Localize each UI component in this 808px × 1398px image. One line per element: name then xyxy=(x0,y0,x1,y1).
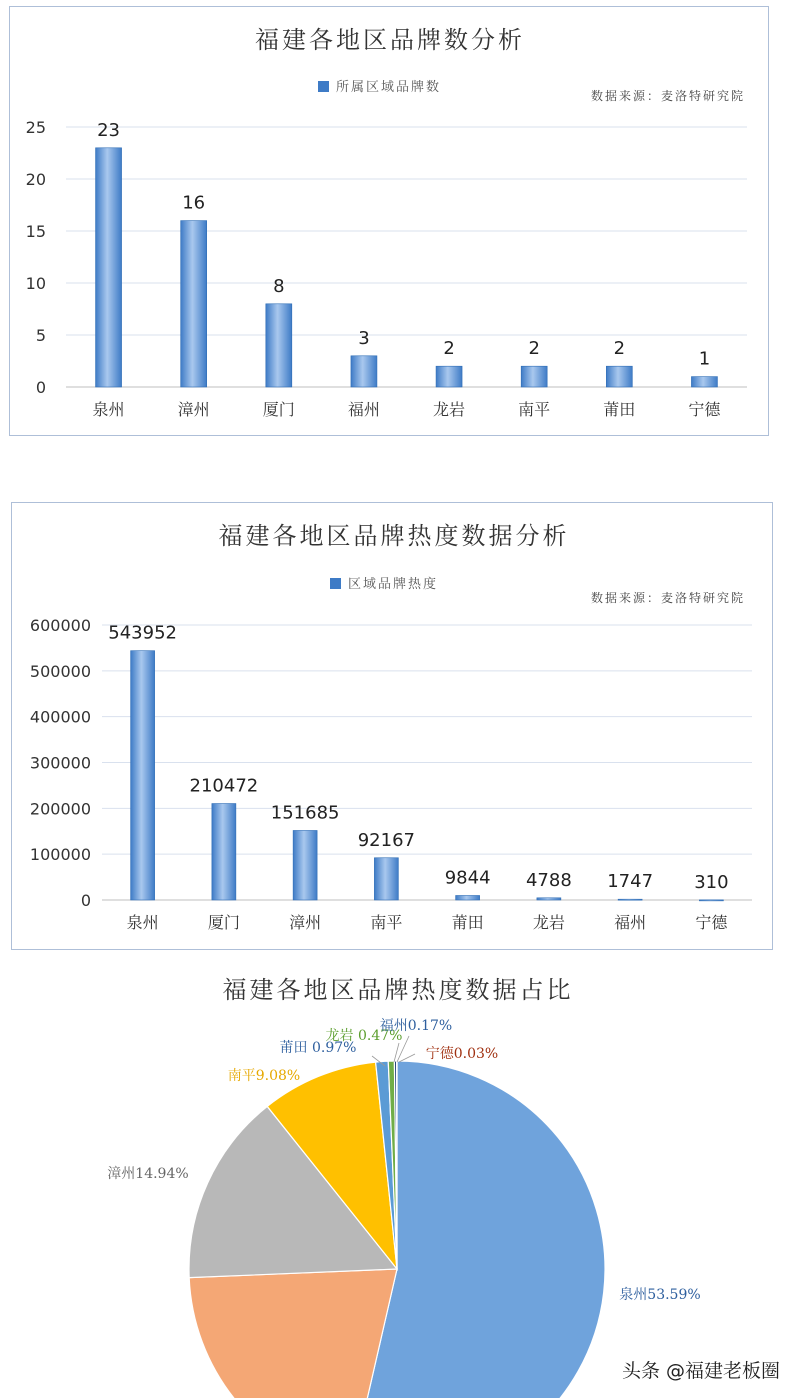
heat-chart-data-label: 1747 xyxy=(607,871,654,893)
pie-slice-label: 漳州14.94% xyxy=(107,1166,189,1182)
heat-chart-bar xyxy=(374,858,398,900)
pie-slice-label: 福州0.17% xyxy=(379,1018,453,1034)
count-chart-category-label: 莆田 xyxy=(603,400,636,419)
count-chart-source: 数据来源：麦洛特研究院 xyxy=(590,89,745,103)
heat-chart-category-label: 福州 xyxy=(614,913,647,932)
pie-slice-label: 宁德0.03% xyxy=(425,1046,499,1062)
count-chart-data-label: 16 xyxy=(182,192,206,214)
count-chart-bar xyxy=(521,366,547,387)
heat-chart-y-tick: 100000 xyxy=(29,845,91,865)
heat-chart-y-tick: 400000 xyxy=(29,707,91,727)
heat-chart-data-label: 310 xyxy=(694,871,729,893)
count-chart-title: 福建各地区品牌数分析 xyxy=(255,26,525,54)
count-chart-category-label: 泉州 xyxy=(92,400,125,419)
heat-chart-bar xyxy=(537,898,561,900)
count-chart-category-label: 漳州 xyxy=(177,400,210,419)
heat-chart-bar xyxy=(212,804,236,900)
pie-slice-label: 南平9.08% xyxy=(227,1068,301,1084)
count-chart-data-label: 2 xyxy=(528,338,540,360)
heat-chart-bar xyxy=(456,895,480,900)
count-chart-y-tick: 10 xyxy=(25,274,46,293)
heat-chart-data-label: 210472 xyxy=(189,775,259,797)
heat-chart-bar xyxy=(293,830,317,900)
count-chart-bar xyxy=(436,366,462,387)
heat-chart-data-label: 4788 xyxy=(525,869,572,891)
count-chart-y-tick: 0 xyxy=(35,378,46,397)
count-chart-data-label: 8 xyxy=(273,275,285,297)
count-chart-bar xyxy=(351,356,377,387)
brand-heat-chart xyxy=(11,502,773,950)
heat-chart-data-label: 92167 xyxy=(357,829,416,851)
count-chart-data-label: 1 xyxy=(698,348,711,370)
heat-chart-bar xyxy=(131,651,155,900)
heat-chart-data-label: 543952 xyxy=(108,622,177,644)
count-chart-legend-swatch xyxy=(318,81,329,92)
heat-chart-y-tick: 300000 xyxy=(29,753,91,773)
count-chart-category-label: 南平 xyxy=(518,400,551,419)
brand-heat-pie-chart xyxy=(0,958,797,1398)
count-chart-y-tick: 25 xyxy=(25,118,46,137)
brand-count-chart xyxy=(9,6,769,436)
count-chart-data-label: 2 xyxy=(613,338,626,360)
count-chart-bar xyxy=(181,221,207,387)
count-chart-bar xyxy=(266,304,292,387)
heat-chart-source: 数据来源：麦洛特研究院 xyxy=(590,591,745,605)
count-chart-data-label: 3 xyxy=(358,327,370,349)
heat-chart-y-tick: 0 xyxy=(80,891,91,910)
count-chart-data-label: 23 xyxy=(97,119,121,141)
count-chart-data-label: 2 xyxy=(443,338,455,360)
pie-slice-label: 龙岩 0.47% xyxy=(325,1028,403,1044)
heat-chart-y-tick: 500000 xyxy=(29,661,91,681)
pie-slice-label: 泉州53.59% xyxy=(619,1287,701,1303)
heat-chart-category-label: 漳州 xyxy=(289,913,322,932)
heat-chart-category-label: 厦门 xyxy=(207,913,240,932)
heat-chart-category-label: 龙岩 xyxy=(532,913,565,932)
heat-chart-data-label: 9844 xyxy=(444,867,491,889)
heat-chart-bar xyxy=(618,899,642,900)
count-chart-category-label: 龙岩 xyxy=(433,400,466,419)
count-chart-category-label: 厦门 xyxy=(262,400,295,419)
watermark-text: 头条 @福建老板圈 xyxy=(622,1360,781,1382)
brand-heat-chart-svg xyxy=(12,503,774,951)
heat-chart-category-label: 泉州 xyxy=(126,913,159,932)
count-chart-bar xyxy=(96,148,122,387)
brand-count-chart-svg xyxy=(10,7,770,437)
count-chart-bar xyxy=(691,377,717,387)
heat-chart-category-label: 莆田 xyxy=(451,913,484,932)
count-chart-y-tick: 5 xyxy=(35,326,46,345)
pie-title: 福建各地区品牌热度数据占比 xyxy=(222,976,574,1004)
count-chart-category-label: 福州 xyxy=(347,400,380,419)
heat-chart-y-tick: 200000 xyxy=(29,799,91,819)
pie-slice xyxy=(189,1269,397,1398)
heat-chart-title: 福建各地区品牌热度数据分析 xyxy=(218,522,570,550)
heat-chart-data-label: 151685 xyxy=(270,802,340,824)
count-chart-legend-label: 所属区域品牌数 xyxy=(336,80,442,95)
pie-slice-label: 莆田 0.97% xyxy=(279,1040,357,1056)
count-chart-bar xyxy=(606,366,632,387)
heat-chart-legend-label: 区域品牌热度 xyxy=(348,577,439,592)
count-chart-y-tick: 20 xyxy=(25,170,46,189)
heat-chart-bar xyxy=(699,900,723,901)
heat-chart-category-label: 宁德 xyxy=(695,913,728,932)
brand-heat-pie-svg xyxy=(0,958,797,1398)
heat-chart-legend-swatch xyxy=(330,578,341,589)
heat-chart-category-label: 南平 xyxy=(370,913,403,932)
count-chart-category-label: 宁德 xyxy=(688,400,721,419)
heat-chart-y-tick: 600000 xyxy=(29,616,91,635)
count-chart-y-tick: 15 xyxy=(25,222,46,241)
